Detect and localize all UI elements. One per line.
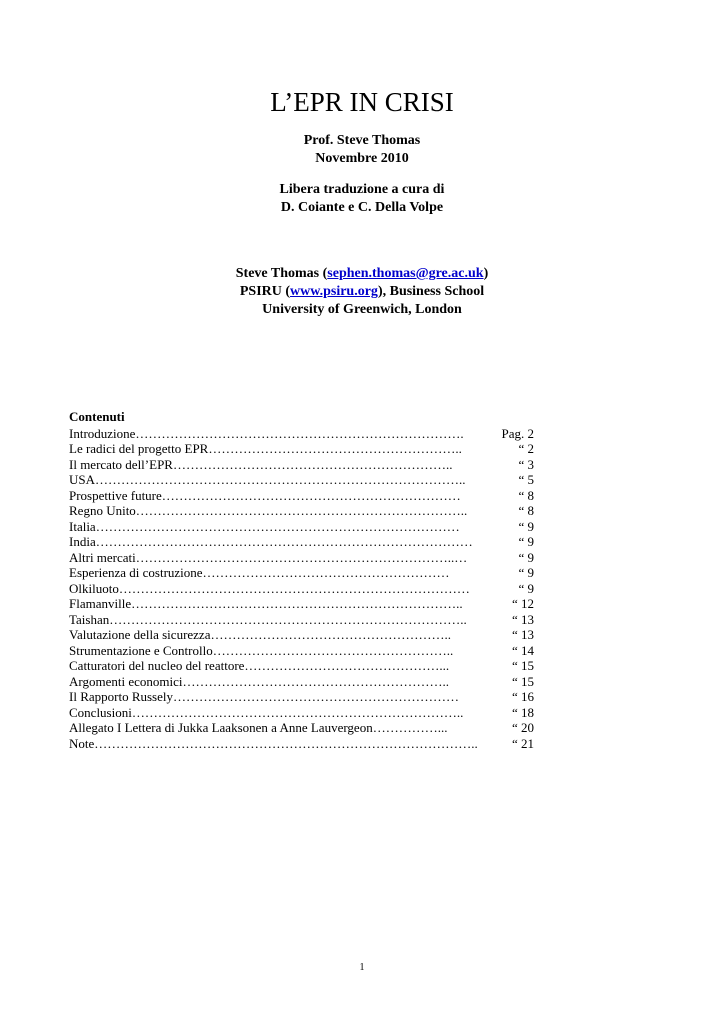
- toc-entry-title: Conclusioni…………………………………………………………………..: [69, 704, 464, 720]
- toc-list: [69, 426, 534, 752]
- toc-entry-page: “ 5: [518, 472, 534, 487]
- translators: D. Coiante e C. Della Volpe: [280, 200, 444, 215]
- toc-heading: Contenuti: [69, 409, 125, 424]
- toc-entry-page: “ 9: [518, 518, 534, 534]
- toc-entry-page: “ 16: [511, 689, 534, 704]
- translation-credit: [0, 181, 724, 217]
- toc-entry-page: “ 2: [518, 441, 534, 456]
- contact-name-suffix: ): [483, 266, 489, 281]
- document-title: L’EPR IN CRISI: [270, 87, 454, 117]
- toc-entry: [69, 457, 534, 473]
- toc-entry-title: Esperienza di costruzione…………………………………………………: [69, 565, 450, 580]
- university-line: University of Greenwich, London: [262, 302, 462, 317]
- toc-entry: [69, 674, 534, 690]
- contact-name-prefix: Steve Thomas (: [235, 266, 328, 281]
- toc-entry-page: “ 20: [511, 720, 534, 735]
- website-link[interactable]: www.psiru.org: [290, 284, 378, 299]
- publication-date: Novembre 2010: [315, 151, 409, 166]
- toc-entry-page: “ 9: [518, 549, 534, 565]
- toc-entry-page: “ 12: [511, 596, 534, 611]
- toc-entry-page: “ 3: [518, 456, 534, 472]
- toc-entry: [69, 612, 534, 628]
- toc-entry: [69, 472, 534, 488]
- toc-entry-title: Il Rapporto Russely…………………………………………………………: [69, 689, 459, 704]
- toc-entry: [69, 426, 534, 442]
- toc-entry-title: Regno Unito…………………………………………………………………..: [69, 503, 468, 518]
- toc-entry: [69, 441, 534, 457]
- toc-entry-title: Strumentazione e Controllo………………………………………………..: [69, 642, 454, 658]
- toc-entry-title: Le radici del progetto EPR…………………………………………………..: [69, 441, 462, 456]
- toc-entry-page: “ 8: [518, 487, 534, 503]
- toc-entry-title: Flamanville…………………………………………………………………..: [69, 596, 463, 611]
- toc-entry-title: USA…………………………………………………………………………..: [69, 472, 466, 487]
- contact-block: [0, 265, 724, 319]
- toc-entry-title: Catturatori del nucleo del reattore………………………………………...: [69, 658, 450, 673]
- toc-entry-title: Il mercato dell’EPR………………………………………………………..: [69, 456, 453, 472]
- toc-entry-title: India……………………………………………………………………………: [69, 534, 473, 549]
- toc-entry: [69, 736, 534, 752]
- toc-entry-title: Olkiluoto………………………………………………………………………: [69, 580, 470, 596]
- toc-entry-title: Altri mercati………………………………………………………………..…: [69, 549, 468, 565]
- toc-entry-title: Italia…………………………………………………………………………: [69, 518, 460, 534]
- toc-entry-page: “ 13: [511, 627, 534, 642]
- toc-entry-page: “ 8: [518, 503, 534, 518]
- email-link[interactable]: sephen.thomas@gre.ac.uk: [327, 266, 484, 281]
- toc-entry-page: “ 15: [511, 658, 534, 673]
- toc-entry: [69, 705, 534, 721]
- toc-entry-page: “ 13: [511, 611, 534, 627]
- toc-entry-page: “ 14: [511, 642, 534, 658]
- toc-entry-page: “ 21: [511, 735, 534, 751]
- toc-entry-page: Pag. 2: [501, 425, 534, 441]
- toc-entry-page: “ 9: [518, 580, 534, 596]
- toc-entry: [69, 658, 534, 674]
- toc-entry: [69, 627, 534, 643]
- org-prefix: PSIRU (: [239, 284, 291, 299]
- toc-entry: [69, 581, 534, 597]
- toc-entry: [69, 550, 534, 566]
- toc-entry-page: “ 18: [511, 704, 534, 720]
- toc-entry-page: “ 15: [511, 673, 534, 689]
- toc-entry-title: Argomenti economici……………………………………………………..: [69, 673, 449, 689]
- toc-entry-title: Valutazione della sicurezza………………………………………………..: [69, 627, 451, 642]
- toc-entry: [69, 519, 534, 535]
- toc-entry-title: Note……………………………………………………………………………..: [69, 735, 478, 751]
- toc-entry-page: “ 9: [518, 534, 534, 549]
- table-of-contents: [69, 409, 534, 751]
- toc-entry: [69, 643, 534, 659]
- toc-entry-title: Taishan………………………………………………………………………..: [69, 611, 467, 627]
- toc-entry-page: “ 9: [518, 565, 534, 580]
- toc-entry: [69, 720, 534, 736]
- toc-entry: [69, 565, 534, 581]
- contact-author-line: [0, 265, 724, 283]
- toc-entry-title: Introduzione………………………………………………………………….: [69, 425, 464, 441]
- toc-entry: [69, 596, 534, 612]
- author-block: [0, 132, 724, 168]
- contact-org-line: [0, 283, 724, 301]
- toc-entry: [69, 488, 534, 504]
- translation-label: Libera traduzione a cura di: [279, 182, 445, 197]
- toc-entry-title: Allegato I Lettera di Jukka Laaksonen a Anne Lauvergeon……………...: [69, 720, 448, 735]
- page-number: 1: [359, 962, 365, 973]
- toc-entry: [69, 689, 534, 705]
- toc-entry: [69, 534, 534, 550]
- toc-entry-title: Prospettive future……………………………………………………………: [69, 487, 461, 503]
- author-name: Prof. Steve Thomas: [303, 133, 421, 148]
- org-suffix: ), Business School: [377, 284, 485, 299]
- toc-entry: [69, 503, 534, 519]
